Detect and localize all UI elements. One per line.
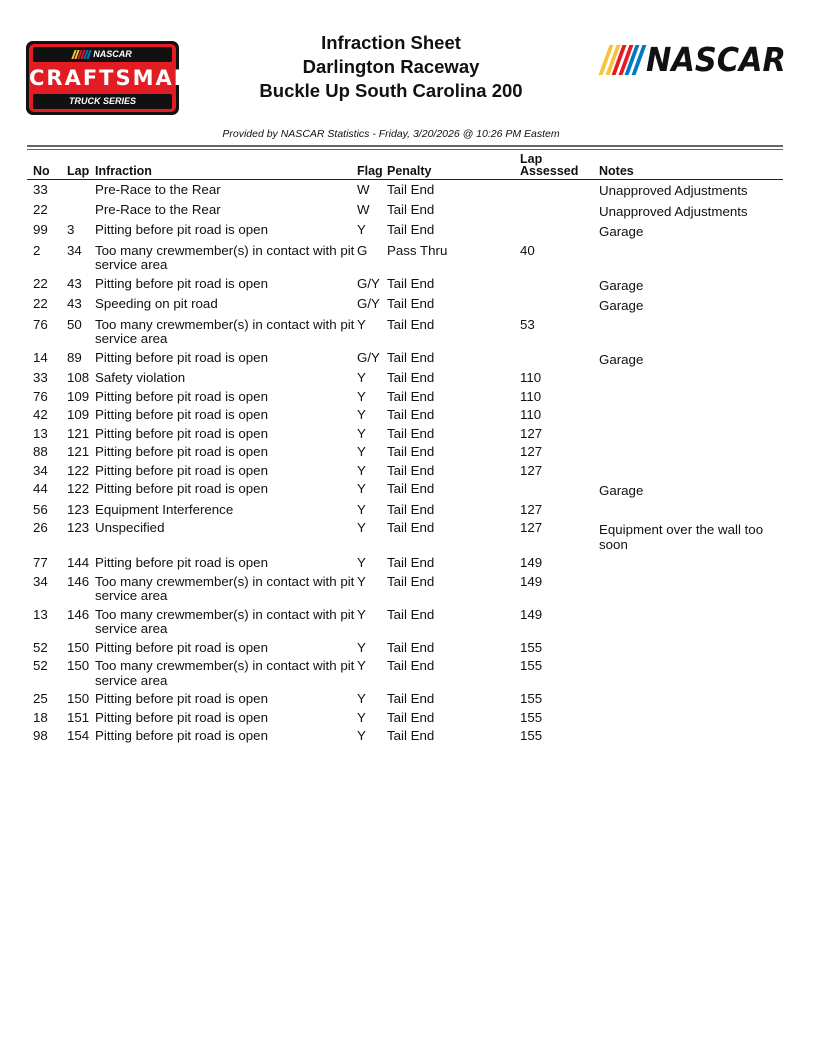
cell-lap-assessed	[520, 221, 599, 242]
table-row	[27, 480, 783, 501]
cell-lap: 144	[67, 555, 90, 570]
cell-lap: 150	[67, 691, 90, 706]
cell-flag: Y	[357, 639, 366, 655]
lap-assessed-header-word: Assessed	[520, 164, 579, 178]
cell-lap-assessed: 110	[520, 407, 542, 422]
cell-notes	[599, 554, 783, 573]
cell-lap-assessed: 155	[520, 691, 543, 706]
cell-penalty: Tail End	[387, 520, 435, 535]
cell-infraction: Speeding on pit road	[95, 296, 218, 311]
table-row	[27, 425, 783, 444]
cell-no: 42	[33, 407, 48, 422]
cell-flag: G/Y	[357, 296, 380, 311]
cell-infraction: Pitting before pit road is open	[95, 691, 268, 706]
cell-notes	[599, 388, 783, 407]
cell-penalty: Tail End	[387, 709, 435, 725]
cell-no: 26	[33, 520, 48, 535]
column-header-lap: Lap	[67, 150, 95, 180]
cell-notes: Equipment over the wall too soon	[599, 522, 764, 552]
cell-lap: 150	[67, 658, 90, 673]
table-row	[27, 242, 783, 275]
cell-infraction: Pitting before pit road is open	[95, 222, 268, 237]
cell-flag: G	[357, 242, 368, 258]
cell-penalty: Tail End	[387, 555, 435, 570]
cell-lap-assessed	[520, 349, 599, 370]
cell-notes: Garage	[599, 224, 644, 239]
cell-infraction: Too many crewmember(s) in contact with pit service area	[95, 606, 355, 636]
lap-assessed-header-text	[520, 152, 578, 178]
logo-main-text: CRAFTSMAN	[29, 66, 194, 90]
provided-by-line	[0, 128, 782, 140]
cell-flag: W	[357, 201, 370, 217]
cell-penalty: Tail End	[387, 388, 435, 404]
cell-flag: Y	[357, 691, 366, 706]
sheet-title	[230, 31, 552, 103]
cell-penalty: Tail End	[387, 316, 435, 332]
cell-penalty: Tail End	[387, 728, 435, 743]
cell-no: 34	[33, 462, 48, 478]
cell-no: 33	[33, 182, 48, 197]
cell-penalty: Tail End	[387, 658, 435, 673]
logo-top-text: NASCAR	[93, 49, 132, 59]
cell-lap: 50	[67, 316, 82, 332]
cell-flag: W	[357, 182, 370, 197]
cell-no: 2	[33, 242, 41, 258]
cell-lap-assessed	[520, 295, 599, 316]
title-line-3: Buckle Up South Carolina 200	[259, 80, 523, 101]
column-header-notes: Notes	[599, 150, 783, 180]
cell-lap-assessed: 127	[520, 501, 543, 517]
cell-lap: 89	[67, 349, 82, 365]
logo-bottom-text: TRUCK SERIES	[33, 94, 172, 109]
table-row	[27, 554, 783, 573]
cell-lap	[67, 201, 95, 222]
cell-flag: Y	[357, 407, 366, 422]
cell-no: 99	[33, 222, 48, 237]
cell-infraction: Pre-Race to the Rear	[95, 182, 221, 197]
cell-lap: 151	[67, 709, 90, 725]
table-row	[27, 501, 783, 520]
cell-no: 88	[33, 444, 48, 459]
cell-lap: 43	[67, 296, 82, 311]
cell-lap-assessed: 149	[520, 606, 543, 622]
cell-penalty: Pass Thru	[387, 242, 448, 258]
cell-notes	[599, 657, 783, 690]
cell-no: 13	[33, 425, 48, 441]
cell-lap: 150	[67, 639, 90, 655]
cell-no: 98	[33, 728, 48, 743]
cell-penalty: Tail End	[387, 201, 435, 217]
cell-penalty: Tail End	[387, 639, 435, 655]
cell-no: 52	[33, 658, 48, 673]
cell-no: 13	[33, 606, 48, 622]
cell-infraction: Safety violation	[95, 370, 186, 385]
cell-penalty: Tail End	[387, 275, 435, 291]
cell-flag: Y	[357, 370, 366, 385]
cell-notes	[599, 406, 783, 425]
cell-lap: 122	[67, 462, 90, 478]
cell-infraction: Unspecified	[95, 520, 165, 535]
cell-lap-assessed: 155	[520, 658, 543, 673]
cell-penalty: Tail End	[387, 481, 435, 496]
cell-flag: Y	[357, 425, 366, 441]
cell-lap-assessed	[520, 275, 599, 296]
cell-lap: 123	[67, 520, 90, 535]
cell-lap: 34	[67, 242, 82, 258]
cell-notes	[599, 242, 783, 275]
cell-infraction: Pitting before pit road is open	[95, 444, 268, 459]
cell-penalty: Tail End	[387, 407, 435, 422]
cell-infraction: Pitting before pit road is open	[95, 555, 268, 570]
cell-lap: 121	[67, 444, 90, 459]
logo-top-band	[33, 47, 172, 62]
table-row	[27, 443, 783, 462]
cell-lap-assessed	[520, 180, 599, 201]
table-row	[27, 406, 783, 425]
nascar-stripes-icon	[604, 45, 643, 75]
cell-lap: 109	[67, 407, 90, 422]
cell-flag: Y	[357, 444, 366, 459]
cell-flag: G/Y	[357, 349, 380, 365]
cell-lap-assessed: 149	[520, 573, 543, 589]
cell-lap: 146	[67, 573, 90, 589]
column-header-penalty: Penalty	[387, 150, 520, 180]
table-header-row	[27, 150, 783, 180]
cell-penalty: Tail End	[387, 501, 435, 517]
cell-lap-assessed: 155	[520, 709, 543, 725]
cell-infraction: Pitting before pit road is open	[95, 275, 268, 291]
cell-notes	[599, 709, 783, 728]
lap-assessed-header-word: Lap	[520, 152, 543, 166]
cell-notes: Unapproved Adjustments	[599, 203, 748, 219]
cell-flag: Y	[357, 573, 366, 589]
cell-notes: Garage	[599, 483, 644, 498]
cell-lap	[67, 180, 95, 201]
cell-no: 77	[33, 555, 48, 570]
cell-notes	[599, 690, 783, 709]
cell-notes: Garage	[599, 298, 644, 313]
cell-penalty: Tail End	[387, 606, 435, 622]
cell-notes	[599, 639, 783, 658]
cell-lap: 121	[67, 425, 90, 441]
cell-penalty: Tail End	[387, 349, 435, 365]
cell-lap-assessed: 127	[520, 520, 543, 535]
cell-flag: Y	[357, 316, 366, 332]
cell-penalty: Tail End	[387, 370, 435, 385]
table-row	[27, 388, 783, 407]
table-row	[27, 657, 783, 690]
cell-infraction: Pitting before pit road is open	[95, 639, 268, 655]
table-row	[27, 709, 783, 728]
cell-flag: G/Y	[357, 275, 380, 291]
column-header-flag: Flag	[357, 150, 387, 180]
cell-notes: Unapproved Adjustments	[599, 183, 748, 198]
table-row	[27, 349, 783, 370]
cell-lap-assessed: 40	[520, 242, 535, 258]
cell-infraction: Too many crewmember(s) in contact with pit service area	[95, 316, 355, 346]
table-row	[27, 295, 783, 316]
craftsman-truck-series-logo	[26, 41, 194, 115]
cell-lap: 3	[67, 222, 75, 237]
cell-infraction: Pitting before pit road is open	[95, 407, 268, 422]
cell-notes	[599, 573, 783, 606]
cell-penalty: Tail End	[387, 462, 435, 478]
cell-no: 44	[33, 481, 48, 496]
cell-no: 14	[33, 349, 48, 365]
cell-flag: Y	[357, 462, 366, 478]
table-row	[27, 369, 783, 388]
cell-flag: Y	[357, 388, 366, 404]
cell-infraction: Too many crewmember(s) in contact with pit service area	[95, 242, 355, 272]
cell-no: 76	[33, 316, 48, 332]
cell-lap-assessed: 110	[520, 388, 542, 404]
cell-no: 33	[33, 370, 48, 385]
cell-lap-assessed: 127	[520, 425, 543, 441]
table-row	[27, 180, 783, 201]
nascar-logo-text: NASCAR	[646, 40, 786, 79]
infraction-table	[27, 150, 783, 746]
cell-flag: Y	[357, 555, 366, 570]
cell-notes	[599, 501, 783, 520]
table-row	[27, 316, 783, 349]
cell-notes: Garage	[599, 277, 644, 293]
table-row	[27, 275, 783, 296]
infraction-table-container	[27, 150, 783, 746]
table-row	[27, 221, 783, 242]
nascar-logo	[604, 42, 798, 78]
cell-infraction: Pitting before pit road is open	[95, 728, 268, 743]
cell-flag: Y	[357, 658, 366, 673]
cell-lap: 123	[67, 501, 90, 517]
cell-penalty: Tail End	[387, 296, 435, 311]
column-header-lap-assessed	[520, 150, 599, 180]
cell-lap: 122	[67, 481, 90, 496]
cell-flag: Y	[357, 606, 366, 622]
cell-penalty: Tail End	[387, 425, 435, 441]
table-row	[27, 519, 783, 554]
cell-infraction: Pitting before pit road is open	[95, 462, 268, 478]
nascar-stripes-icon	[73, 47, 91, 62]
cell-no: 52	[33, 639, 48, 655]
cell-flag: Y	[357, 222, 366, 237]
cell-notes	[599, 462, 783, 481]
cell-lap: 154	[67, 728, 90, 743]
table-row	[27, 727, 783, 746]
cell-lap-assessed	[520, 201, 599, 222]
cell-penalty: Tail End	[387, 444, 435, 459]
cell-infraction: Equipment Interference	[95, 501, 234, 517]
cell-notes	[599, 443, 783, 462]
logo-badge	[29, 44, 194, 112]
table-row	[27, 606, 783, 639]
provided-by-text: Provided by NASCAR Statistics - Friday, 3/20/2026 @ 10:26 PM Eastem	[222, 128, 560, 140]
cell-infraction: Pitting before pit road is open	[95, 481, 268, 496]
column-header-infraction: Infraction	[95, 150, 357, 180]
cell-lap-assessed: 155	[520, 728, 543, 743]
table-row	[27, 690, 783, 709]
cell-lap-assessed: 110	[520, 370, 542, 385]
cell-infraction: Pitting before pit road is open	[95, 388, 268, 404]
cell-flag: Y	[357, 728, 366, 743]
cell-no: 22	[33, 201, 48, 217]
cell-notes	[599, 606, 783, 639]
cell-lap-assessed: 155	[520, 639, 543, 655]
column-header-no: No	[27, 150, 67, 180]
title-line-1: Infraction Sheet	[321, 32, 461, 53]
cell-infraction: Too many crewmember(s) in contact with pit service area	[95, 658, 355, 688]
cell-infraction: Pitting before pit road is open	[95, 425, 268, 441]
cell-flag: Y	[357, 520, 366, 535]
table-row	[27, 462, 783, 481]
table-body	[27, 180, 783, 746]
cell-infraction: Pitting before pit road is open	[95, 349, 268, 365]
cell-flag: Y	[357, 709, 366, 725]
cell-notes	[599, 727, 783, 746]
cell-notes	[599, 316, 783, 349]
cell-penalty: Tail End	[387, 691, 435, 706]
cell-flag: Y	[357, 501, 366, 517]
cell-lap: 108	[67, 370, 90, 385]
cell-no: 76	[33, 388, 48, 404]
cell-no: 22	[33, 275, 48, 291]
cell-lap-assessed	[520, 480, 599, 501]
title-line-2: Darlington Raceway	[302, 56, 480, 77]
cell-lap-assessed: 127	[520, 462, 543, 478]
table-row	[27, 201, 783, 222]
cell-no: 34	[33, 573, 48, 589]
cell-no: 18	[33, 709, 48, 725]
cell-flag: Y	[357, 481, 366, 496]
cell-infraction: Pre-Race to the Rear	[95, 201, 221, 217]
cell-lap: 109	[67, 388, 90, 404]
cell-notes	[599, 369, 783, 388]
table-row	[27, 573, 783, 606]
cell-lap-assessed: 149	[520, 555, 543, 570]
cell-no: 56	[33, 501, 48, 517]
cell-notes: Garage	[599, 351, 644, 367]
cell-penalty: Tail End	[387, 222, 435, 237]
cell-penalty: Tail End	[387, 573, 435, 589]
cell-infraction: Pitting before pit road is open	[95, 709, 268, 725]
cell-no: 25	[33, 691, 48, 706]
cell-lap: 146	[67, 606, 90, 622]
cell-no: 22	[33, 296, 48, 311]
cell-infraction: Too many crewmember(s) in contact with pit service area	[95, 573, 355, 603]
cell-lap-assessed: 127	[520, 444, 543, 459]
cell-notes	[599, 425, 783, 444]
cell-penalty: Tail End	[387, 182, 435, 197]
cell-lap-assessed: 53	[520, 316, 535, 332]
table-row	[27, 639, 783, 658]
cell-lap: 43	[67, 275, 82, 291]
